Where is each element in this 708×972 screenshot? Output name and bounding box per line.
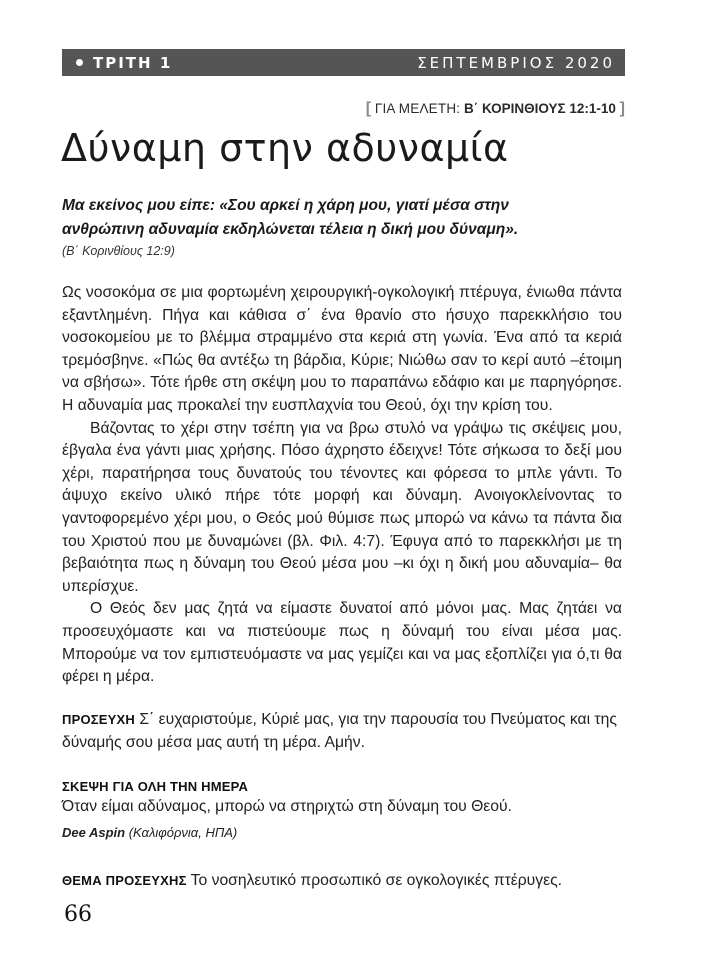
header-day <box>76 54 172 72</box>
body-paragraph-2: Βάζοντας το χέρι στην τσέπη για να βρω στυλό να γράψω τις σκέψεις μου, έβγαλα ένα γάντι μιας χρήσης. Πόσο άχρηστο έδειχνε! Τότε σήκωσα το δεξί μου χέρι, παρατήρησα τους δυνατούς του τένοντες και φόρεσα το μπλε γάντι. Το άψυχο εκείνο υλικό πήρε τότε μορφή και δύναμη. Ανοιγοκλείνοντας το γαντοφορεμένο χέρι μου, ο Θεός μού θύμισε πως μπορώ να κάνω τα πάντα δια του Χριστού που με δυναμώνει (βλ. Φιλ. 4:7). Έφυγα από το παρεκκλήσι με τη βεβαιότητα πως η δύναμη του Θεού μέσα μου –κι όχι η δική μου αδυναμία– θα υπερίσχυε. <box>62 419 622 595</box>
body-paragraph-1: Ως νοσοκόμα σε μια φορτωμένη χειρουργική-ογκολογική πτέρυγα, ένιωθα πάντα εξαντλημένη. Πήγα και κάθισα σ΄ ένα θρανίο στο ήσυχο παρεκκλήσιο του νοσοκομείου με το βλέμμα στραμμένο στα κεριά στη γωνία. Ένα από τα κεριά τρεμόσβηνε. «Πώς θα αντέξω τη βάρδια, Κύριε; Νιώθω σαν το κερί αυτό –έτοιμη να σβήσω». Τότε ήρθε στη σκέψη μου το παραπάνω εδάφιο και με παρηγόρησε. Η αδυναμία μας προκαλεί την ευσπλαχνία του Θεού, όχι την κρίση του. <box>62 284 622 414</box>
bullet-icon <box>76 59 83 66</box>
header-bar <box>62 49 625 76</box>
verse-source: (Β΄ Κορινθίους 12:9) <box>62 244 175 258</box>
key-verse-line-1: Μα εκείνος μου είπε: «Σου αρκεί η χάρη μου, γιατί μέσα στην <box>62 197 509 214</box>
key-verse <box>62 194 622 242</box>
page-number: 66 <box>64 902 92 927</box>
study-label: ΓΙΑ ΜΕΛΕΤΗ: <box>374 101 461 116</box>
meditation-body <box>62 282 622 689</box>
open-bracket: [ <box>365 100 372 117</box>
prayer-topic-label: ΘΕΜΑ ΠΡΟΣΕΥΧΗΣ <box>62 873 187 888</box>
prayer-topic <box>62 872 562 890</box>
prayer-label: ΠΡΟΣΕΥΧΗ <box>62 712 135 727</box>
thought-text: Όταν είμαι αδύναμος, μπορώ να στηριχτώ στη δύναμη του Θεού. <box>62 798 512 815</box>
key-verse-line-2: ανθρώπινη αδυναμία εκδηλώνεται τέλεια η δική μου δύναμη». <box>62 221 519 238</box>
header-month-year: ΣΕΠΤΕΜΒΡΙΟΣ 2020 <box>417 53 615 72</box>
study-reference-text: Β΄ ΚΟΡΙΝΘΙΟΥΣ 12:1-10 <box>464 101 616 116</box>
prayer-text: Σ΄ ευχαριστούμε, Κύριέ μας, για την παρουσία του Πνεύματος και της δύναμής σου μέσα μας αυτή τη μέρα. Αμήν. <box>62 711 617 751</box>
author-line <box>62 825 237 840</box>
author-name: Dee Aspin <box>62 825 126 840</box>
study-reference <box>366 100 625 118</box>
header-day-label: ΤΡΙΤΗ 1 <box>93 53 173 72</box>
thought-label: ΣΚΕΨΗ ΓΙΑ ΟΛΗ ΤΗΝ ΗΜΕΡΑ <box>62 779 249 794</box>
body-paragraph-3: Ο Θεός δεν μας ζητά να είμαστε δυνατοί από μόνοι μας. Μας ζητάει να προσευχόμαστε και να πιστεύουμε πως η δύναμή του είναι μέσα μας. Μπορούμε να τον εμπιστευόμαστε να μας γεμίζει και να μας εξοπλίζει για ό,τι θα φέρει η μέρα. <box>62 600 622 686</box>
author-location: (Καλιφόρνια, ΗΠΑ) <box>128 825 238 840</box>
close-bracket: ] <box>619 100 625 117</box>
page-title: Δύναμη στην αδυναμία <box>61 126 509 170</box>
prayer-topic-text: Το νοσηλευτικό προσωπικό σε ογκολογικές πτέρυγες. <box>190 872 563 889</box>
prayer-section <box>62 708 622 754</box>
